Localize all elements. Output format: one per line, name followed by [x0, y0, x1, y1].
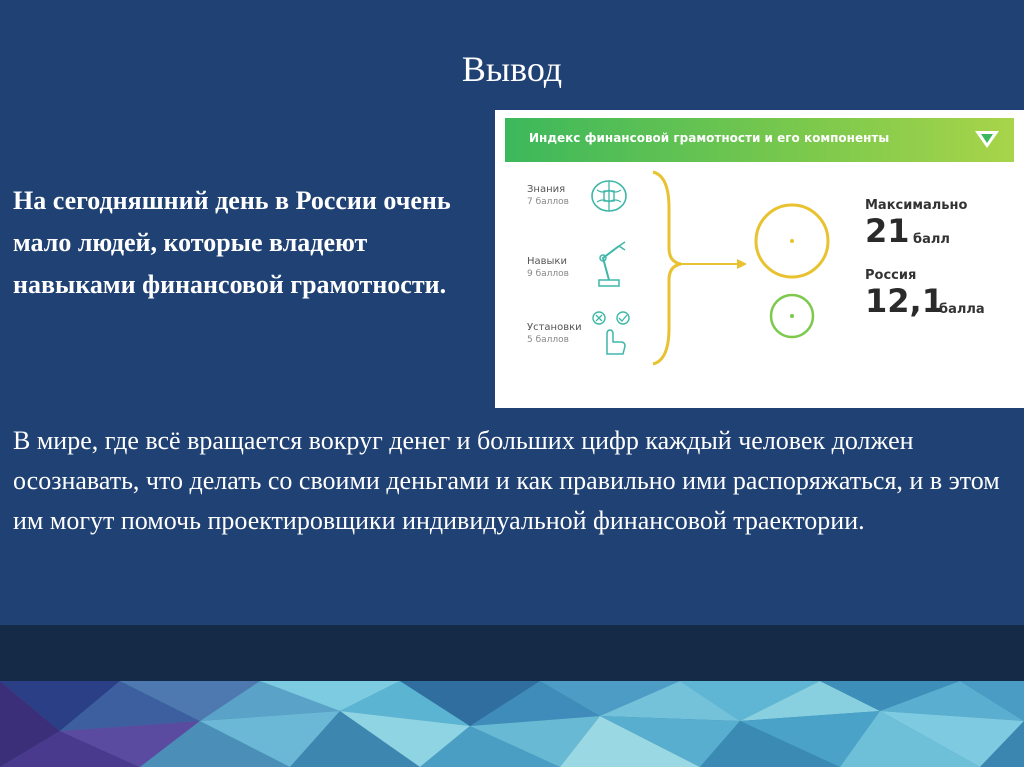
infographic-header — [505, 118, 1014, 162]
component-attitudes — [527, 322, 582, 346]
intro-paragraph: На сегодняшний день в России очень мало людей, которые владеют навыками финансовой грамотности. — [13, 186, 451, 299]
component-points: 5 баллов — [527, 335, 569, 345]
component-points: 9 баллов — [527, 269, 569, 279]
body-paragraph: В мире, где всё вращается вокруг денег и больших цифр каждый человек должен осознавать, что делать со своими деньгами и как правильно ими распоряжаться, и в этом им могут помочь проектировщики индивидуальной финансовой траектории. — [13, 426, 1000, 535]
hand-choice-icon — [587, 306, 637, 358]
component-skills — [527, 256, 569, 280]
russia-label: Россия — [865, 268, 917, 283]
component-label: Установки — [527, 322, 582, 333]
max-value: 21 — [865, 212, 910, 250]
footer-dark-band — [0, 625, 1024, 681]
component-knowledge — [527, 184, 569, 208]
russia-unit: балла — [939, 302, 985, 317]
decorative-polygon-band — [0, 681, 1024, 767]
brace-arrow-graphic — [645, 168, 755, 368]
max-label: Максимально — [865, 198, 968, 213]
russia-value: 12,1 — [865, 282, 944, 320]
infographic-title: Индекс финансовой грамотности и его компоненты — [529, 131, 890, 145]
component-label: Знания — [527, 184, 566, 195]
brand-logo-icon — [974, 128, 1000, 150]
slide-title: Вывод — [461, 49, 563, 90]
brain-chip-icon — [587, 174, 631, 218]
robot-arm-icon — [587, 236, 631, 292]
financial-literacy-infographic — [495, 110, 1024, 408]
score-circles — [750, 196, 840, 346]
low-poly-pattern — [0, 681, 1024, 767]
component-label: Навыки — [527, 256, 567, 267]
component-points: 7 баллов — [527, 197, 569, 207]
max-unit: балл — [913, 232, 950, 247]
